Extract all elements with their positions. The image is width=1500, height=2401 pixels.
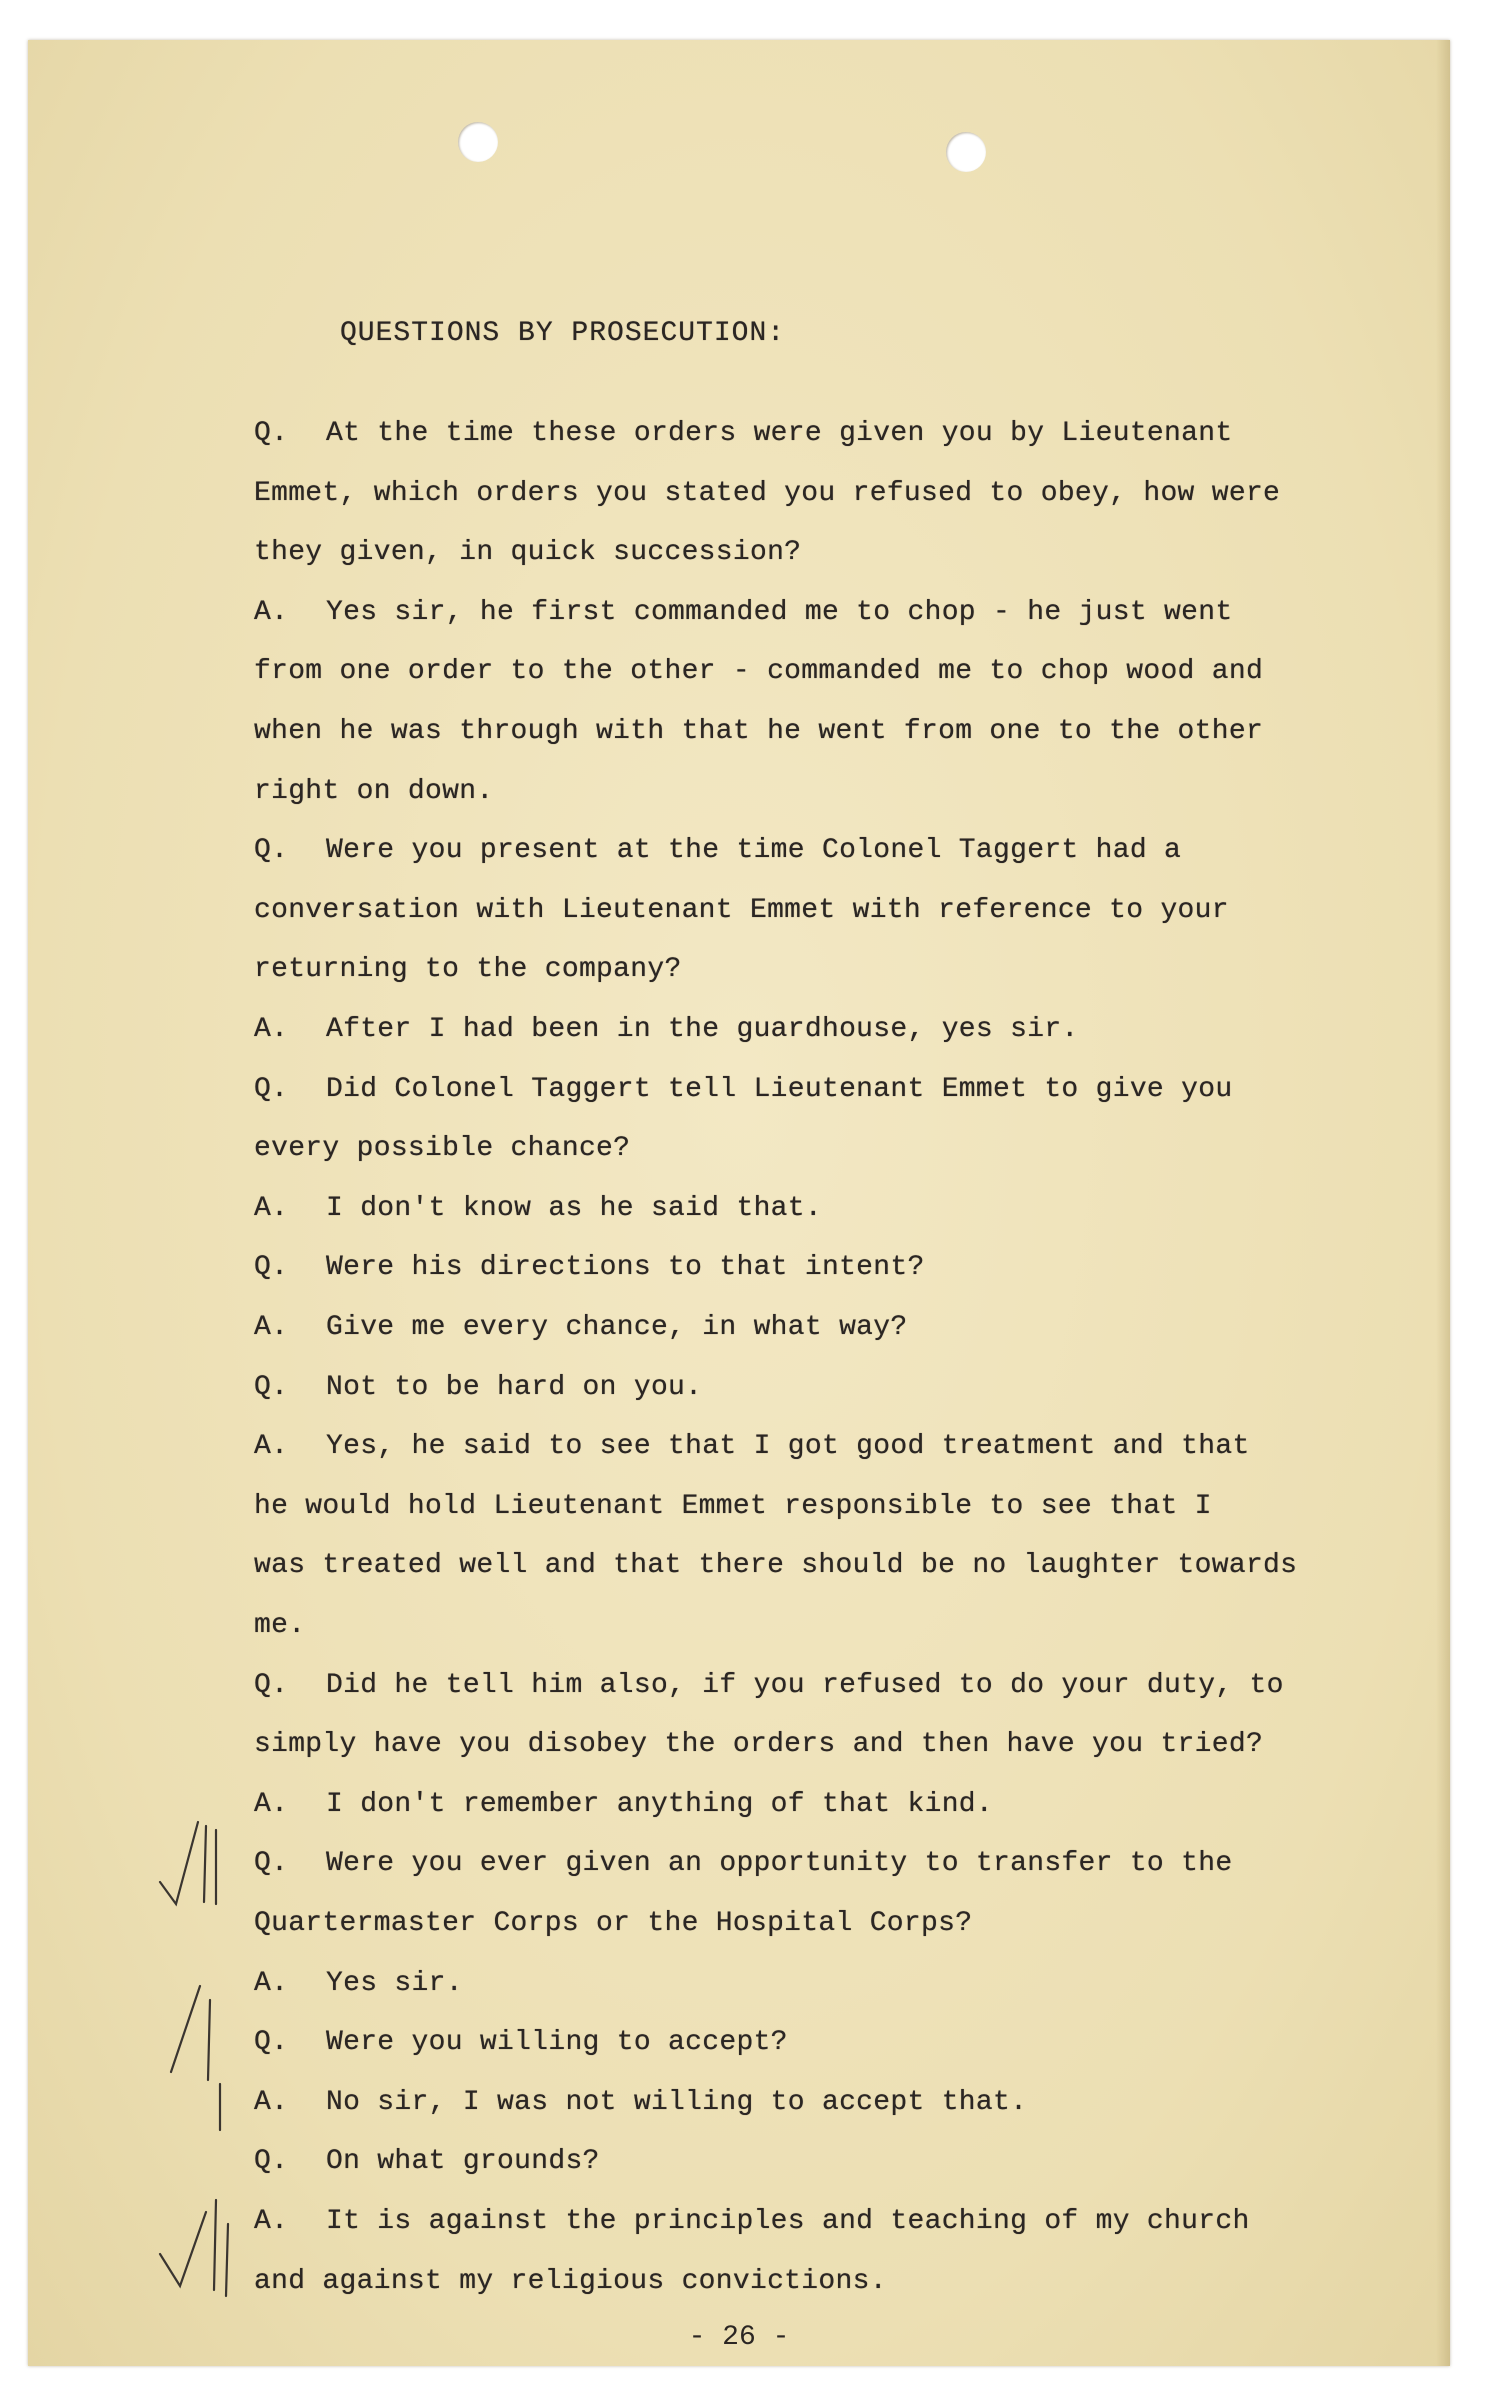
- transcript-line: Were you ever given an opportunity to transfer to the: [326, 1848, 1233, 1880]
- vertical-tick-3a: [214, 2200, 216, 2290]
- transcript-line: Yes sir, he first commanded me to chop - he just went: [326, 596, 1233, 628]
- vertical-tick-3b: [226, 2224, 228, 2296]
- page-edge-shadow: [1436, 40, 1450, 2366]
- answer-label: A.: [254, 1967, 289, 1999]
- answer-label: A.: [254, 1192, 289, 1224]
- vertical-tick-2a: [208, 2000, 210, 2080]
- answer-label: A.: [254, 1014, 289, 1045]
- answer-label: A.: [254, 596, 289, 628]
- vertical-tick-1a: [204, 1826, 206, 1902]
- check-mark-2: [171, 1986, 200, 2072]
- question-label: Q.: [254, 1669, 289, 1701]
- transcript-line: returning to the company?: [254, 954, 682, 986]
- transcript-line: Were you present at the time Colonel Taggert had a: [326, 835, 1182, 867]
- answer-label: A.: [254, 1788, 289, 1820]
- transcript-line: conversation with Lieutenant Emmet with reference to your: [254, 894, 1229, 926]
- transcript-line: he would hold Lieutenant Emmet responsible to see that I: [254, 1490, 1212, 1522]
- transcript-line: when he was through with that he went from one to the other: [254, 715, 1264, 747]
- transcript-line: from one order to the other - commanded me to chop wood and: [254, 656, 1264, 688]
- answer-label: A.: [254, 1312, 289, 1343]
- transcript-line: Yes sir.: [326, 1967, 463, 1999]
- question-label: Q.: [254, 1848, 289, 1880]
- typewritten-page: [28, 40, 1450, 2366]
- question-label: Q.: [254, 835, 289, 867]
- transcript-line: and against my religious convictions.: [254, 2265, 887, 2297]
- section-heading: QUESTIONS BY PROSECUTION:: [340, 318, 786, 349]
- transcript-line: Emmet, which orders you stated you refused to obey, how were: [254, 477, 1281, 509]
- transcript-line: After I had been in the guardhouse, yes sir.: [326, 1014, 1079, 1045]
- transcript-line: me.: [254, 1609, 306, 1641]
- punch-hole-left: [458, 122, 498, 162]
- check-mark-1: [160, 1822, 198, 1904]
- question-label: Q.: [254, 1073, 289, 1105]
- transcript-line: At the time these orders were given you by Lieutenant: [326, 418, 1233, 449]
- transcript-line: Did he tell him also, if you refused to do your duty, to: [326, 1669, 1284, 1701]
- transcript-line: was treated well and that there should be no laughter towards: [254, 1550, 1298, 1582]
- transcript-line: I don't know as he said that.: [326, 1192, 822, 1224]
- transcript-line: Yes, he said to see that I got good treatment and that: [326, 1431, 1250, 1463]
- answer-label: A.: [254, 2086, 289, 2118]
- transcript-line: No sir, I was not willing to accept that.: [326, 2086, 1028, 2118]
- transcript-line: Quartermaster Corps or the Hospital Corps?: [254, 1907, 973, 1939]
- transcript-line: Were you willing to accept?: [326, 2027, 788, 2059]
- question-label: Q.: [254, 418, 289, 449]
- transcript-line: On what grounds?: [326, 2146, 600, 2178]
- answer-label: A.: [254, 2206, 289, 2237]
- question-label: Q.: [254, 2027, 289, 2059]
- punch-hole-right: [946, 132, 986, 172]
- transcript-line: they given, in quick succession?: [254, 537, 802, 569]
- transcript-line: simply have you disobey the orders and then have you tried?: [254, 1729, 1264, 1761]
- answer-label: A.: [254, 1431, 289, 1463]
- transcript-line: Were his directions to that intent?: [326, 1252, 925, 1284]
- transcript-line: right on down.: [254, 775, 494, 807]
- transcript-line: I don't remember anything of that kind.: [326, 1788, 994, 1820]
- transcript-line: every possible chance?: [254, 1133, 631, 1165]
- transcript-line: It is against the principles and teaching of my church: [326, 2206, 1250, 2237]
- transcript-line: Give me every chance, in what way?: [326, 1312, 908, 1343]
- question-label: Q.: [254, 2146, 289, 2178]
- page-number: - 26 -: [688, 2322, 790, 2353]
- transcript-line: Did Colonel Taggert tell Lieutenant Emmet to give you: [326, 1073, 1233, 1105]
- transcript-line: Not to be hard on you.: [326, 1371, 703, 1403]
- check-mark-3: [160, 2212, 206, 2286]
- question-label: Q.: [254, 1371, 289, 1403]
- question-label: Q.: [254, 1252, 289, 1284]
